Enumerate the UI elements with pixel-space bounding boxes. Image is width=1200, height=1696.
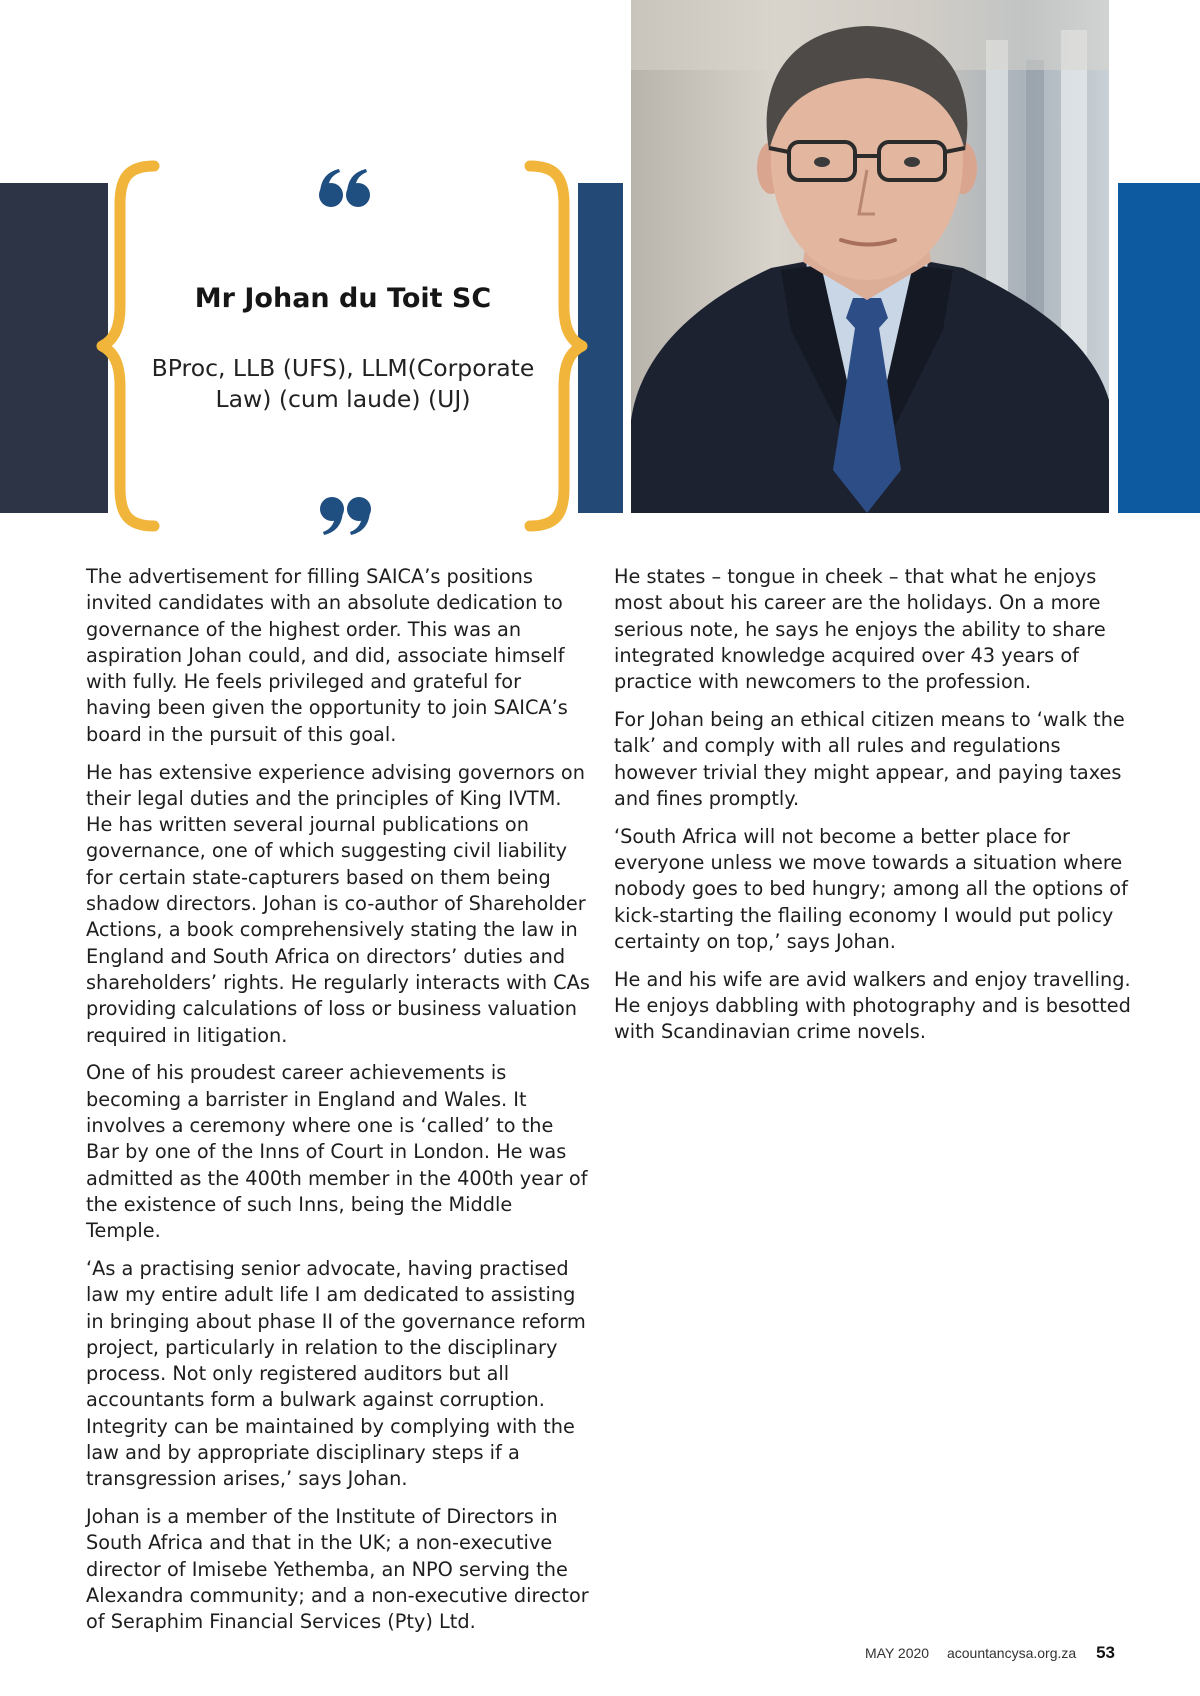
paragraph: ‘As a practising senior advocate, having practised law my entire adult life I am dedicated to assisting in bringing about phase II of the governance reform project, particularly in relation to the disciplinary process. Not only registered auditors but all accountants form a bulwark against corruption. Integrity can be maintained by complying with the law and by appropriate disciplinary steps if a transgression arises,’ says Johan. (86, 1256, 586, 1491)
close-quote-icon (318, 496, 372, 536)
issue-date: MAY 2020 (865, 1645, 930, 1661)
quote-card (108, 163, 578, 528)
left-curly-brace-icon (96, 160, 166, 532)
page-footer (851, 1643, 1115, 1663)
portrait-photo (631, 0, 1109, 513)
profile-credentials: BProc, LLB (UFS), LLM(Corporate Law) (cum laude) (UJ) (151, 354, 535, 413)
paragraph: ‘South Africa will not become a better place for everyone unless we move towards a situation where nobody goes to bed hungry; among all the options of kick-starting the flailing economy I would put policy certainty on top,’ says Johan. (614, 824, 1128, 953)
paragraph: He has extensive experience advising governors on their legal duties and the principles of King IVTM. He has written several journal publications on governance, one of which suggesting civil liability for certain state-capturers based on them being shadow directors. Johan is co-author of Shareholder Actions, a book comprehensively stating the law in England and South Africa on directors’ duties and shareholders’ rights. He regularly interacts with CAs providing calculations of loss or business valuation required in litigation. (86, 760, 590, 1047)
profile-name: Mr Johan du Toit SC (194, 283, 492, 314)
paragraph: One of his proudest career achievements is becoming a barrister in England and Wales. It involves a ceremony where one is ‘called’ to the Bar by one of the Inns of Court in London. He was admitted as the 400th member in the 400th year of the existence of such Inns, being the Middle Temple. (86, 1061, 588, 1243)
right-curly-brace-icon (518, 160, 588, 532)
page-number: 53 (1096, 1643, 1115, 1662)
website-link[interactable]: acountancysa.org.za (946, 1645, 1077, 1661)
paragraph: He and his wife are avid walkers and enjoy travelling. He enjoys dabbling with photography and is besotted with Scandinavian crime novels. (614, 967, 1131, 1044)
paragraph: For Johan being an ethical citizen means to ‘walk the talk’ and comply with all rules and regulations however trivial they might appear, and paying taxes and fines promptly. (614, 707, 1125, 810)
accent-blue-band (1118, 183, 1200, 513)
paragraph: He states – tongue in cheek – that what he enjoys most about his career are the holidays. On a more serious note, he says he enjoys the ability to share integrated knowledge acquired over 43 years of practice with newcomers to the profession. (614, 565, 1106, 694)
paragraph: The advertisement for filling SAICA’s positions invited candidates with an absolute dedication to governance of the highest order. This was an aspiration Johan could, and did, associate himself with fully. He feels privileged and grateful for having been given the opportunity to join SAICA’s board in the pursuit of this goal. (86, 565, 568, 746)
open-quote-icon (318, 168, 372, 208)
paragraph: Johan is a member of the Institute of Directors in South Africa and that in the UK; a non-executive director of Imisebe Yethemba, an NPO serving the Alexandra community; and a non-executive director of Seraphim Financial Services (Pty) Ltd. (86, 1505, 589, 1634)
article-right-column (614, 564, 1134, 1057)
article-left-column (86, 564, 591, 1647)
